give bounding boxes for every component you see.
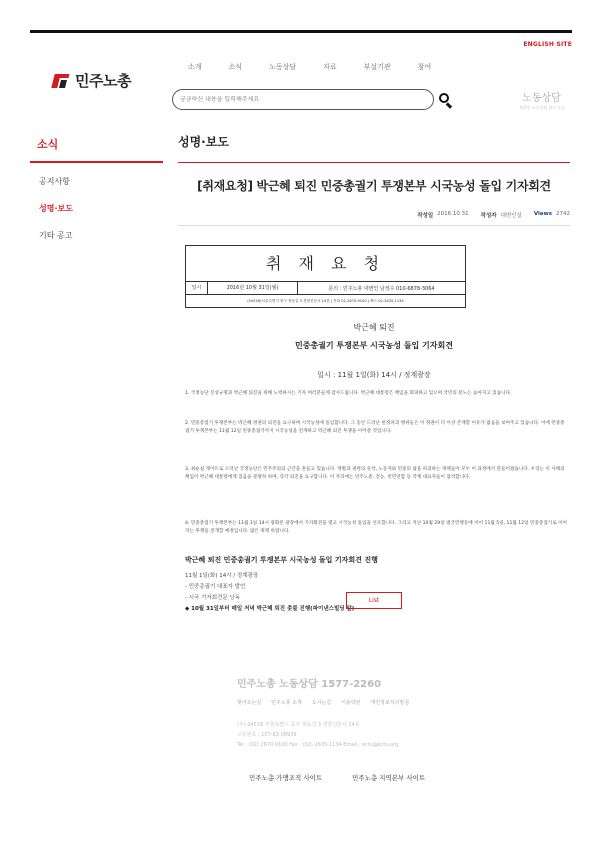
footer-consult-phone: 민주노총 노동상담 1577-2260 [237,679,382,690]
date-label: 작성일 [417,213,434,219]
nav-item-resources[interactable]: 자료 [323,63,337,71]
row-contact: 문의 : 민주노총 대변인 남정수 010-6878-3064 [328,285,435,292]
list-button[interactable]: List [346,592,402,609]
press-event-item: - 시국 기자회견문 낭독 [185,595,241,601]
row-key: 일시 [186,282,208,294]
content-schedule: 일시 : 11월 1일(화) 14시 / 정계광장 [317,371,431,379]
row-date: 2016년 10월 31일(월) [208,282,298,294]
footer-business-number: 고유번호 : 107-82-08939 [237,732,297,738]
paragraph-2: 2. 민중총궐기 투쟁본부는 박근혜 정권의 퇴진을 요구하며 시국농성에 돌입합니다. 그 동안 드러난 헌정파괴 행위들은 이 정권이 더 이상 존재할 이유가 없음을 보여주고 있습니다. 이에 민중총궐기 투쟁본부는 11월 12일 민중총궐기까지 시국농성을 전개하고 박근혜 퇴진 투쟁을 이어갈 것입니다. [185,421,565,434]
footer-address: (우) 04518 서울특별시 중구 정동길 3 경향신문사 14층 [237,722,360,728]
consult-title: 노동상담 [522,93,561,104]
footer-link-terms[interactable]: 이용약관 [341,700,361,706]
sidebar-menu [39,176,73,257]
paragraph-3: 3. 최순실 게이트로 드러난 국정농단은 민주주의의 근간을 흔들고 있습니다. 재벌과 권력의 유착, 노동자와 민중의 삶을 파괴하는 정책들이 모두 이 과정에서 만들어졌습니다. 우리는 이 사태의 책임이 박근혜 대통령에게 있음을 분명히 하며, 즉각 퇴진을 요구합니다. 이 자리에는 민주노총, 전농, 빈민연합 등 각계 대표자들이 참석합니다. [185,467,565,480]
footer-link-location[interactable]: 오시는길 [311,700,332,706]
footer-link-about[interactable]: 민주노총 소개 [271,700,302,706]
nav-item-participate[interactable]: 참여 [417,63,432,71]
views-count: 2742 [556,211,570,217]
post-meta [417,211,570,219]
footer-link-directions[interactable]: 찾아오는길 [237,700,262,706]
kctu-logo-icon [53,74,71,88]
sidebar-title: 소식 [37,138,59,151]
press-event-item: - 민중총궐기 대표자 발언 [185,584,246,590]
sidebar-divider [30,161,163,163]
nav-item-news[interactable]: 소식 [228,63,243,71]
post-author: 대변인실 [500,213,522,219]
meta-divider [178,225,570,226]
footer-link-privacy[interactable]: 개인정보처리방침 [370,700,410,706]
content-subtitle-1: 박근혜 퇴진 [353,323,395,332]
paragraph-4: 4. 민중총궐기 투쟁본부는 11월 1일 14시 광화문 광장에서 기자회견을 열고 시국농성 돌입을 선포합니다. 그리고 지난 10월 29일 범국민행동에 이어 11월 5일, 11월 12일 민중총궐기로 이어지는 투쟁을 전개할 예정입니다. 많은 취재 바랍니다. [185,521,567,534]
press-event-time: 11월 1일(화) 14시 / 정계광장 [185,573,259,579]
nav-item-institutions[interactable]: 부설기관 [363,63,391,71]
views-label: Views [533,211,552,217]
search-box [172,89,434,110]
top-border [30,30,572,33]
page-title: 성명·보도 [178,135,229,149]
paragraph-1: 1. 국정농단 진상규명과 박근혜 퇴진을 위해 노력하시는 기자 여러분들께 감사드립니다. 박근혜 대통령은 책임을 회피하고 있으며 국민의 분노는 높아지고 있습니다. [185,391,512,396]
logo-text: 민주노총 [75,72,131,90]
post-title: [취재요청] 박근혜 퇴진 민중총궐기 투쟁본부 시국농성 돌입 기자회견 [197,179,551,193]
consult-subtitle: 온라인 노동상담 바로가기 [519,105,565,110]
press-request-address: (04518)서울특별시 중구 정동길 3 경향신문사 14층 | 전화 02-2670-9100 | 팩스 02-2635-1134 [247,299,404,303]
nav-item-labor-consult[interactable]: 노동상담 [269,63,297,71]
content-subtitle-2: 민중총궐기 투쟁본부 시국농성 돌입 기자회견 [295,341,453,350]
nav-item-intro[interactable]: 소개 [188,63,202,71]
post-date: 2016.10.31 [437,211,469,217]
title-divider [178,162,570,163]
footer-links [237,699,409,706]
search-icon[interactable] [438,92,454,108]
footer-info [237,720,398,750]
sidebar-item-other-notices[interactable]: 기타 공고 [39,231,73,240]
footer-contact: Tel : (02) 2670-9100 Fax : (02) 2635-1134 Email : kctu@kctu.org [237,742,399,748]
author-label: 작성자 [480,213,497,219]
press-event-highlight: ◆ 10월 31일부터 매일 저녁 박근혜 퇴진 촛불 진행(파이낸스빌딩 앞) [185,606,355,612]
labor-consult-link[interactable] [519,89,564,111]
sidebar-item-statements[interactable]: 성명·보도 [39,204,73,213]
sidebar-item-notice[interactable]: 공지사항 [39,177,70,186]
press-request-title: 취 재 요 청 [186,246,465,282]
affiliate-sites-link[interactable]: 민주노총 가맹조직 사이트 [249,774,323,782]
regional-sites-link[interactable]: 민주노총 지역본부 사이트 [352,774,426,782]
main-nav [188,62,458,72]
logo[interactable] [53,70,131,91]
english-site-link[interactable]: ENGLISH SITE [523,41,572,48]
press-request-row [186,282,465,295]
press-request-box [185,245,466,308]
press-event-list [185,571,354,615]
press-event-heading: 박근혜 퇴진 민중총궐기 투쟁본부 시국농성 돌입 기자회견 진행 [185,556,378,564]
search-input[interactable] [180,96,410,103]
